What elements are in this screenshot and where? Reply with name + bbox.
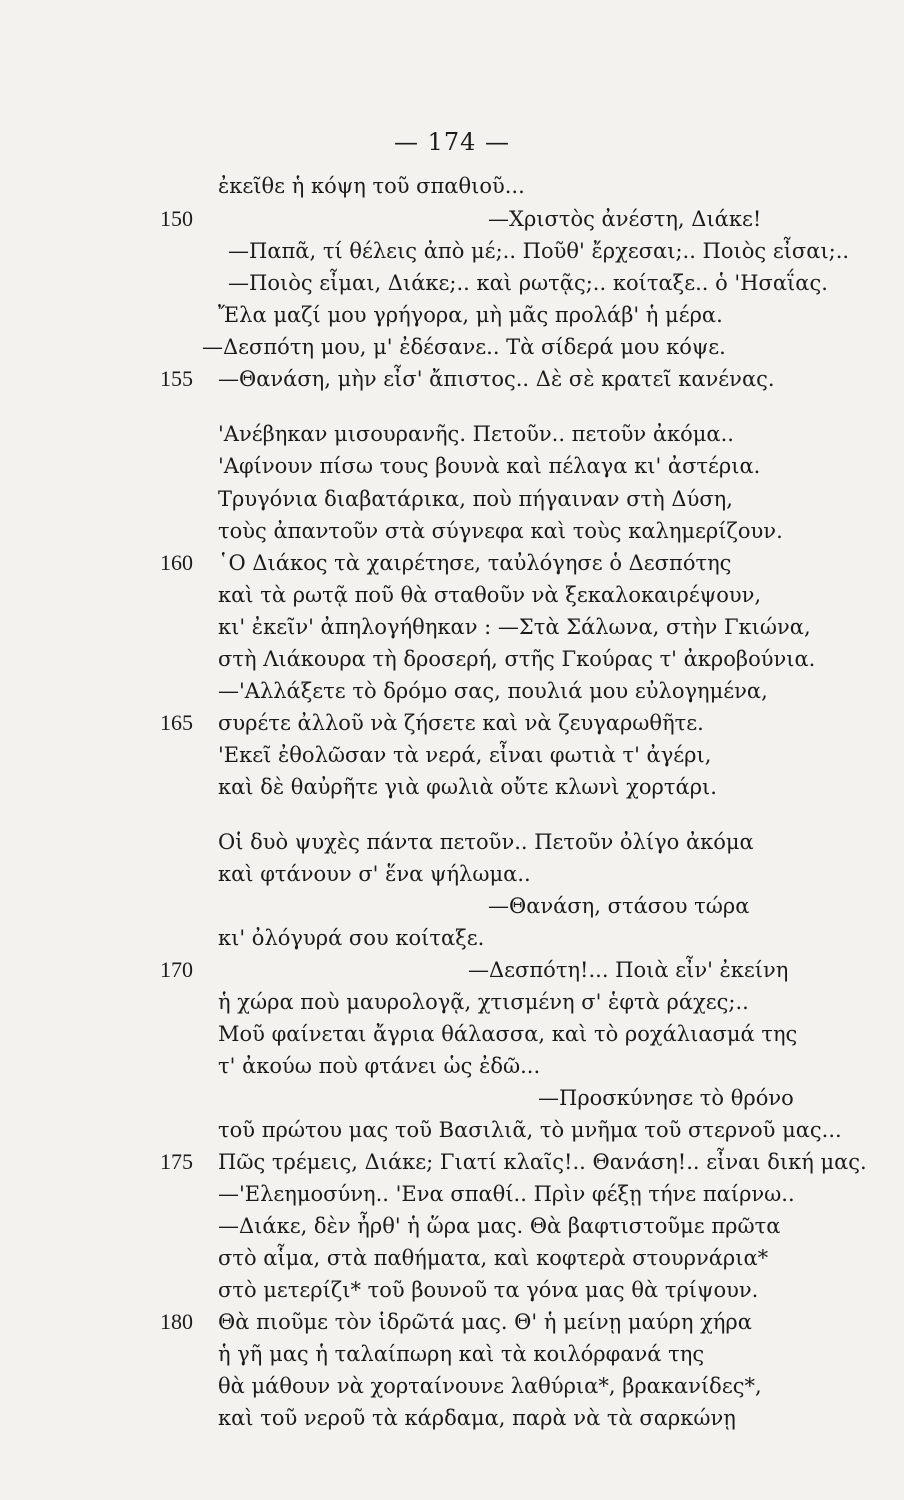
- verse-text: 'Ανέβηκαν μισουρανῆς. Πετοῦν.. πετοῦν ἀκόμα..: [218, 422, 734, 446]
- verse-text: Θὰ πιοῦμε τὸν ἱδρῶτά μας. Θ' ἡ μείνῃ μαύρη χήρα: [218, 1310, 752, 1334]
- verse-line: [0, 922, 904, 954]
- verse-text: συρέτε ἀλλοῦ νὰ ζήσετε καὶ νὰ ζευγαρωθῆτε.: [218, 711, 704, 735]
- verse-line: [0, 675, 904, 707]
- line-number: 150: [160, 206, 193, 231]
- verse-line: [0, 1146, 904, 1178]
- verse-line: [0, 579, 904, 611]
- line-number: 170: [160, 957, 193, 982]
- verse-line: [0, 1402, 904, 1434]
- verse-line: [0, 299, 904, 331]
- verse-text: κι' ὀλόγυρά σου κοίταξε.: [218, 926, 485, 950]
- verse-line: [0, 986, 904, 1018]
- verse-line: [0, 450, 904, 482]
- verse-text: —Παπᾶ, τί θέλεις ἀπὸ μέ;.. Ποῦθ' ἔρχεσαι;.. Ποιὸς εἶσαι;..: [228, 239, 850, 263]
- verse-text: ῾Ο Διάκος τὰ χαιρέτησε, ταὐλόγησε ὁ Δεσπότης: [218, 551, 732, 575]
- verse-text: 'Εκεῖ ἐθολῶσαν τὰ νερά, εἶναι φωτιὰ τ' ἀγέρι,: [218, 743, 712, 767]
- verse-text: Μοῦ φαίνεται ἄγρια θάλασσα, καὶ τὸ ροχάλιασμά της: [218, 1022, 798, 1046]
- verse-line: [0, 858, 904, 890]
- line-number: 175: [160, 1149, 193, 1174]
- verse-line: [0, 611, 904, 643]
- verse-text: —Δεσπότη μου, μ' ἐδέσανε.. Τὰ σίδερά μου κόψε.: [202, 335, 726, 359]
- verse-line: [0, 1274, 904, 1306]
- verse-text: καὶ τὰ ρωτᾷ ποῦ θὰ σταθοῦν νὰ ξεκαλοκαιρέψουν,: [218, 583, 762, 607]
- verse-text: θὰ μάθουν νὰ χορταίνουνε λαθύρια*, βρακανίδες*,: [218, 1374, 762, 1398]
- verse-line: [0, 515, 904, 547]
- verse-text: —Θανάση, μὴν εἶσ' ἄπιστος.. Δὲ σὲ κρατεῖ κανένας.: [218, 367, 775, 391]
- verse-text: στὸ μετερίζι* τοῦ βουνοῦ τα γόνα μας θὰ τρίψουν.: [218, 1278, 759, 1302]
- verse-text: Τρυγόνια διαβατάρικα, ποὺ πήγαιναν στὴ Δύση,: [218, 487, 733, 511]
- verse-text: 'Αφίνουν πίσω τους βουνὰ καὶ πέλαγα κι' ἀστέρια.: [218, 454, 761, 478]
- verse-text: —Ποιὸς εἶμαι, Διάκε;.. καὶ ρωτᾷς;.. κοίταξε.. ὁ 'Ησαΐας.: [228, 271, 828, 295]
- verse-line: [0, 203, 904, 235]
- line-number: 165: [160, 710, 193, 735]
- verse-text: —Χριστὸς ἀνέστη, Διάκε!: [488, 207, 762, 231]
- verse-line: [0, 1018, 904, 1050]
- verse-line: [0, 890, 904, 922]
- verse-line: [0, 1370, 904, 1402]
- verse-line: [0, 1082, 904, 1114]
- verse-text: —Θανάση, στάσου τώρα: [488, 894, 750, 918]
- verse-line: [0, 707, 904, 739]
- verse-text: Ἔλα μαζί μου γρήγορα, μὴ μᾶς προλάβ' ἡ μέρα.: [218, 303, 723, 327]
- verse-text: Οἱ δυὸ ψυχὲς πάντα πετοῦν.. Πετοῦν ὀλίγο ἀκόμα: [218, 830, 754, 854]
- verse-text: ἡ γῆ μας ἡ ταλαίπωρη καὶ τὰ κοιλόρφανά της: [218, 1342, 705, 1366]
- verse-line: [0, 826, 904, 858]
- verse-text: στὸ αἷμα, στὰ παθήματα, καὶ κοφτερὰ στουρνάρια*: [218, 1246, 769, 1270]
- verse-text: τ' ἀκούω ποὺ φτάνει ὡς ἐδῶ...: [218, 1054, 541, 1078]
- page-number: — 174 —: [393, 128, 511, 156]
- verse-line: [0, 363, 904, 395]
- verse-line: [0, 483, 904, 515]
- verse-text: καὶ τοῦ νεροῦ τὰ κάρδαμα, παρὰ νὰ τὰ σαρκώνῃ: [218, 1406, 736, 1430]
- verse-text: —Δεσπότη!... Ποιὰ εἶν' ἐκείνη: [468, 958, 789, 982]
- verse-line: [0, 1210, 904, 1242]
- verse-line: [0, 1114, 904, 1146]
- verse-text: —'Ελεημοσύνη.. 'Ενα σπαθί.. Πρὶν φέξῃ τήνε παίρνω..: [218, 1182, 795, 1206]
- verse-line: [0, 235, 904, 267]
- verse-text: —Προσκύνησε τὸ θρόνο: [538, 1086, 794, 1110]
- verse-line: [0, 1178, 904, 1210]
- verse-text: κι' ἐκεῖν' ἀπηλογήθηκαν : —Στὰ Σάλωνα, στὴν Γκιώνα,: [218, 615, 811, 639]
- verse-text: —'Αλλάξετε τὸ δρόμο σας, πουλιά μου εὐλογημένα,: [218, 679, 768, 703]
- verse-text: τοῦ πρώτου μας τοῦ Βασιλιᾶ, τὸ μνῆμα τοῦ στερνοῦ μας...: [218, 1118, 842, 1142]
- line-number: 160: [160, 550, 193, 575]
- verse-text: —Διάκε, δὲν ἦρθ' ἡ ὥρα μας. Θὰ βαφτιστοῦμε πρῶτα: [218, 1214, 781, 1238]
- verse-line: [0, 1050, 904, 1082]
- verse-line: [0, 643, 904, 675]
- verse-line: [0, 418, 904, 450]
- verse-line: [0, 954, 904, 986]
- verse-text: Πῶς τρέμεις, Διάκε; Γιατί κλαῖς!.. Θανάση!.. εἶναι δική μας.: [218, 1150, 867, 1174]
- verse-text: τοὺς ἀπαντοῦν στὰ σύγνεφα καὶ τοὺς καλημερίζουν.: [218, 519, 783, 543]
- verse-line: [0, 331, 904, 363]
- verse-text: ἡ χώρα ποὺ μαυρολογᾷ, χτισμένη σ' ἑφτὰ ράχες;..: [218, 990, 749, 1014]
- verse-line: [0, 739, 904, 771]
- verse-line: [0, 1306, 904, 1338]
- verse-line: [0, 267, 904, 299]
- verse-line: [0, 170, 904, 202]
- verse-text: ἐκεῖθε ἡ κόψη τοῦ σπαθιοῦ...: [218, 174, 525, 198]
- verse-text: καὶ φτάνουν σ' ἕνα ψήλωμα..: [218, 862, 531, 886]
- verse-line: [0, 1242, 904, 1274]
- line-number: 155: [160, 366, 193, 391]
- verse-line: [0, 771, 904, 803]
- verse-line: [0, 547, 904, 579]
- verse-text: στὴ Λιάκουρα τὴ δροσερή, στῆς Γκούρας τ' ἀκροβούνια.: [218, 647, 816, 671]
- verse-text: καὶ δὲ θαὐρῆτε γιὰ φωλιὰ οὔτε κλωνὶ χορτάρι.: [218, 775, 717, 799]
- line-number: 180: [160, 1309, 193, 1334]
- verse-line: [0, 1338, 904, 1370]
